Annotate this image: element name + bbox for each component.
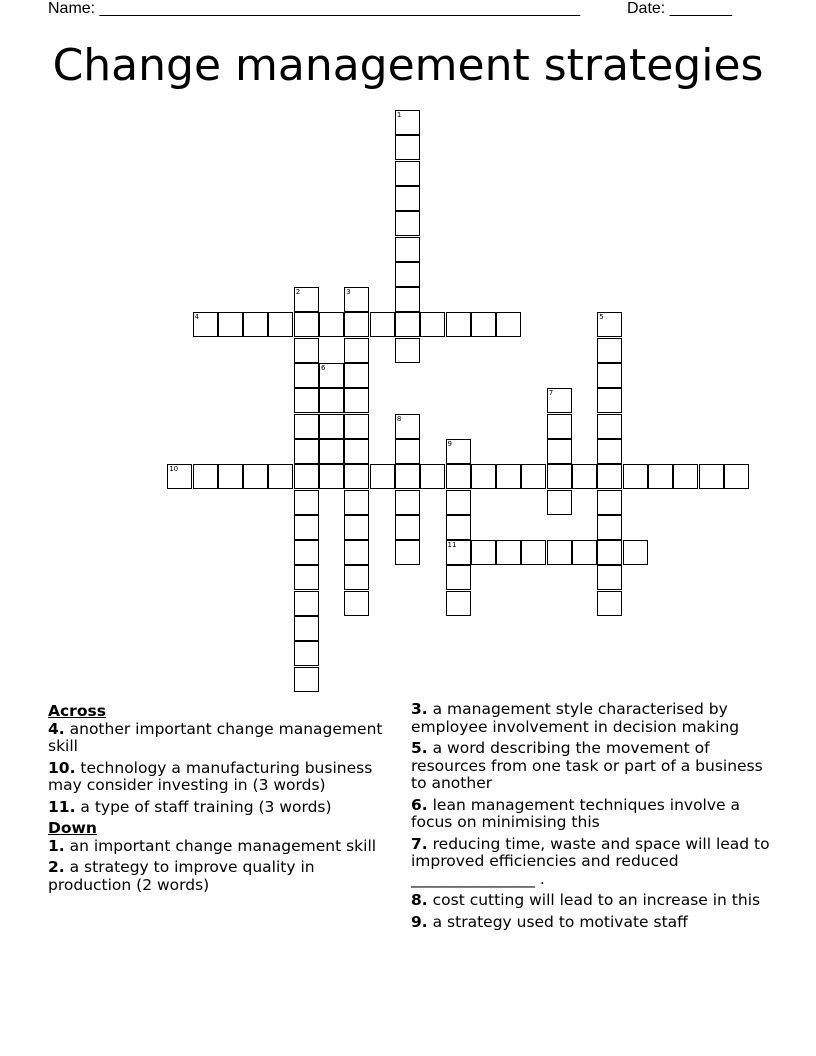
grid-cell[interactable] xyxy=(370,312,395,337)
grid-cell[interactable] xyxy=(218,312,243,337)
grid-cell[interactable] xyxy=(446,439,471,464)
grid-cell[interactable] xyxy=(597,414,622,439)
grid-cell[interactable] xyxy=(446,490,471,515)
grid-cell[interactable] xyxy=(471,464,496,489)
grid-cell[interactable] xyxy=(344,388,369,413)
clue-number: 3. xyxy=(411,700,428,718)
grid-cell[interactable] xyxy=(597,312,622,337)
clue-text: technology a manufacturing business may consider investing in (3 words) xyxy=(48,758,373,794)
grid-cell[interactable] xyxy=(344,490,369,515)
date-field-label: Date: _______ xyxy=(627,0,732,17)
clues-right-column xyxy=(411,701,771,935)
cell-number: 2 xyxy=(295,288,301,297)
grid-cell[interactable] xyxy=(597,515,622,540)
grid-cell[interactable] xyxy=(395,540,420,565)
grid-cell[interactable] xyxy=(167,464,192,489)
clue-number: 5. xyxy=(411,739,428,757)
grid-cell[interactable] xyxy=(268,312,293,337)
grid-cell[interactable] xyxy=(294,287,319,312)
grid-cell[interactable] xyxy=(623,540,648,565)
grid-cell[interactable] xyxy=(597,464,622,489)
grid-cell[interactable] xyxy=(344,287,369,312)
grid-cell[interactable] xyxy=(294,363,319,388)
cell-number: 7 xyxy=(548,389,554,398)
grid-cell[interactable] xyxy=(294,616,319,641)
grid-cell[interactable] xyxy=(597,363,622,388)
clue-number: 9. xyxy=(411,912,428,931)
clue-down-5 xyxy=(411,740,771,793)
grid-cell[interactable] xyxy=(243,312,268,337)
clue-across-11 xyxy=(48,799,398,817)
clue-text: reducing time, waste and space will lead to improved efficiencies and reduced ________________ . xyxy=(411,834,770,888)
clue-number: 4. xyxy=(48,719,65,738)
grid-cell[interactable] xyxy=(395,312,420,337)
puzzle-title: Change management strategies xyxy=(52,40,764,91)
grid-cell[interactable] xyxy=(496,464,521,489)
grid-cell[interactable] xyxy=(446,312,471,337)
grid-cell[interactable] xyxy=(193,312,218,337)
grid-cell[interactable] xyxy=(319,414,344,439)
grid-cell[interactable] xyxy=(446,540,471,565)
grid-cell[interactable] xyxy=(420,312,445,337)
grid-cell[interactable] xyxy=(446,591,471,616)
grid-cell[interactable] xyxy=(395,515,420,540)
grid-cell[interactable] xyxy=(294,439,319,464)
grid-cell[interactable] xyxy=(446,464,471,489)
cell-number: 11 xyxy=(447,541,457,550)
grid-cell[interactable] xyxy=(395,237,420,262)
down-clue-list xyxy=(48,838,398,895)
grid-cell[interactable] xyxy=(648,464,673,489)
grid-cell[interactable] xyxy=(294,414,319,439)
cell-number: 9 xyxy=(447,439,452,448)
grid-cell[interactable] xyxy=(597,439,622,464)
grid-cell[interactable] xyxy=(597,338,622,363)
grid-cell[interactable] xyxy=(597,591,622,616)
clue-down-9 xyxy=(411,914,771,932)
grid-cell[interactable] xyxy=(243,464,268,489)
grid-cell[interactable] xyxy=(344,565,369,590)
name-field-label: Name: ______________________________________________________ xyxy=(48,0,581,17)
grid-cell[interactable] xyxy=(395,262,420,287)
grid-cell[interactable] xyxy=(572,464,597,489)
grid-cell[interactable] xyxy=(294,388,319,413)
clue-text: a management style characterised by employee involvement in decision making xyxy=(411,700,740,736)
grid-cell[interactable] xyxy=(395,287,420,312)
clue-down-1 xyxy=(48,838,398,856)
grid-cell[interactable] xyxy=(319,439,344,464)
grid-cell[interactable] xyxy=(673,464,698,489)
grid-cell[interactable] xyxy=(395,414,420,439)
clue-text: a strategy used to motivate staff xyxy=(432,912,688,931)
grid-cell[interactable] xyxy=(547,414,572,439)
clue-down-8 xyxy=(411,892,771,910)
grid-cell[interactable] xyxy=(496,312,521,337)
grid-cell[interactable] xyxy=(370,464,395,489)
grid-cell[interactable] xyxy=(193,464,218,489)
cell-number: 6 xyxy=(321,364,326,372)
grid-cell[interactable] xyxy=(547,464,572,489)
grid-cell[interactable] xyxy=(294,312,319,337)
clue-down-7 xyxy=(411,836,771,889)
grid-cell[interactable] xyxy=(623,464,648,489)
grid-cell[interactable] xyxy=(597,388,622,413)
grid-cell[interactable] xyxy=(294,464,319,489)
grid-cell[interactable] xyxy=(344,338,369,363)
grid-cell[interactable] xyxy=(597,540,622,565)
clue-number: 1. xyxy=(48,836,65,855)
clue-down-2 xyxy=(48,859,398,894)
grid-cell[interactable] xyxy=(294,667,319,692)
grid-cell[interactable] xyxy=(471,312,496,337)
cell-number: 10 xyxy=(169,465,179,474)
grid-cell[interactable] xyxy=(547,540,572,565)
grid-cell[interactable] xyxy=(294,338,319,363)
clue-number: 8. xyxy=(411,891,428,909)
grid-cell[interactable] xyxy=(395,135,420,160)
grid-cell[interactable] xyxy=(294,565,319,590)
grid-cell[interactable] xyxy=(319,363,344,388)
grid-cell[interactable] xyxy=(344,439,369,464)
clue-down-6 xyxy=(411,797,771,832)
grid-cell[interactable] xyxy=(724,464,749,489)
grid-cell[interactable] xyxy=(572,540,597,565)
grid-cell[interactable] xyxy=(319,388,344,413)
cell-number: 1 xyxy=(396,111,402,119)
grid-cell[interactable] xyxy=(344,414,369,439)
grid-cell[interactable] xyxy=(294,540,319,565)
grid-cell[interactable] xyxy=(344,363,369,388)
grid-cell[interactable] xyxy=(218,464,243,489)
grid-cell[interactable] xyxy=(395,186,420,211)
grid-cell[interactable] xyxy=(496,540,521,565)
clue-number: 2. xyxy=(48,858,65,876)
across-heading: Across xyxy=(48,702,106,720)
clue-text: another important change management skill xyxy=(48,719,383,755)
clue-number: 7. xyxy=(411,834,428,853)
grid-cell[interactable] xyxy=(294,641,319,666)
grid-cell[interactable] xyxy=(471,540,496,565)
grid-cell[interactable] xyxy=(344,591,369,616)
grid-cell[interactable] xyxy=(344,464,369,489)
clue-text: a strategy to improve quality in production (2 words) xyxy=(48,858,315,894)
grid-cell[interactable] xyxy=(446,515,471,540)
grid-cell[interactable] xyxy=(446,565,471,590)
grid-cell[interactable] xyxy=(597,490,622,515)
clues-left-column xyxy=(48,701,398,898)
grid-cell[interactable] xyxy=(699,464,724,489)
clue-text: a type of staff training (3 words) xyxy=(80,797,332,816)
grid-cell[interactable] xyxy=(597,565,622,590)
grid-cell[interactable] xyxy=(294,515,319,540)
clue-text: cost cutting will lead to an increase in this xyxy=(432,891,761,909)
grid-cell[interactable] xyxy=(395,464,420,489)
cell-number: 5 xyxy=(599,313,604,322)
clue-number: 6. xyxy=(411,795,428,814)
grid-cell[interactable] xyxy=(547,388,572,413)
grid-cell[interactable] xyxy=(547,439,572,464)
grid-cell[interactable] xyxy=(395,211,420,236)
grid-cell[interactable] xyxy=(395,161,420,186)
grid-cell[interactable] xyxy=(395,338,420,363)
grid-cell[interactable] xyxy=(395,110,420,135)
clue-across-10 xyxy=(48,760,398,795)
grid-cell[interactable] xyxy=(395,490,420,515)
clue-down-3 xyxy=(411,701,771,736)
cell-number: 3 xyxy=(346,288,351,297)
clue-text: a word describing the movement of resources from one task or part of a business to another xyxy=(411,739,763,792)
grid-cell[interactable] xyxy=(319,312,344,337)
grid-cell[interactable] xyxy=(344,312,369,337)
grid-cell[interactable] xyxy=(521,464,546,489)
grid-cell[interactable] xyxy=(294,490,319,515)
cell-number: 4 xyxy=(194,313,199,322)
grid-cell[interactable] xyxy=(395,439,420,464)
grid-cell[interactable] xyxy=(294,591,319,616)
clue-text: lean management techniques involve a focus on minimising this xyxy=(411,795,740,831)
cell-number: 8 xyxy=(396,414,402,423)
grid-cell[interactable] xyxy=(344,540,369,565)
clue-text: an important change management skill xyxy=(69,836,377,855)
grid-cell[interactable] xyxy=(521,540,546,565)
grid-cell[interactable] xyxy=(344,515,369,540)
clue-number: 10. xyxy=(48,758,76,777)
grid-cell[interactable] xyxy=(319,464,344,489)
down-heading: Down xyxy=(48,819,97,837)
across-clue-list xyxy=(48,721,398,817)
clue-number: 11. xyxy=(48,797,76,816)
grid-cell[interactable] xyxy=(420,464,445,489)
grid-cell[interactable] xyxy=(268,464,293,489)
grid-cell[interactable] xyxy=(547,490,572,515)
clue-across-4 xyxy=(48,721,398,756)
